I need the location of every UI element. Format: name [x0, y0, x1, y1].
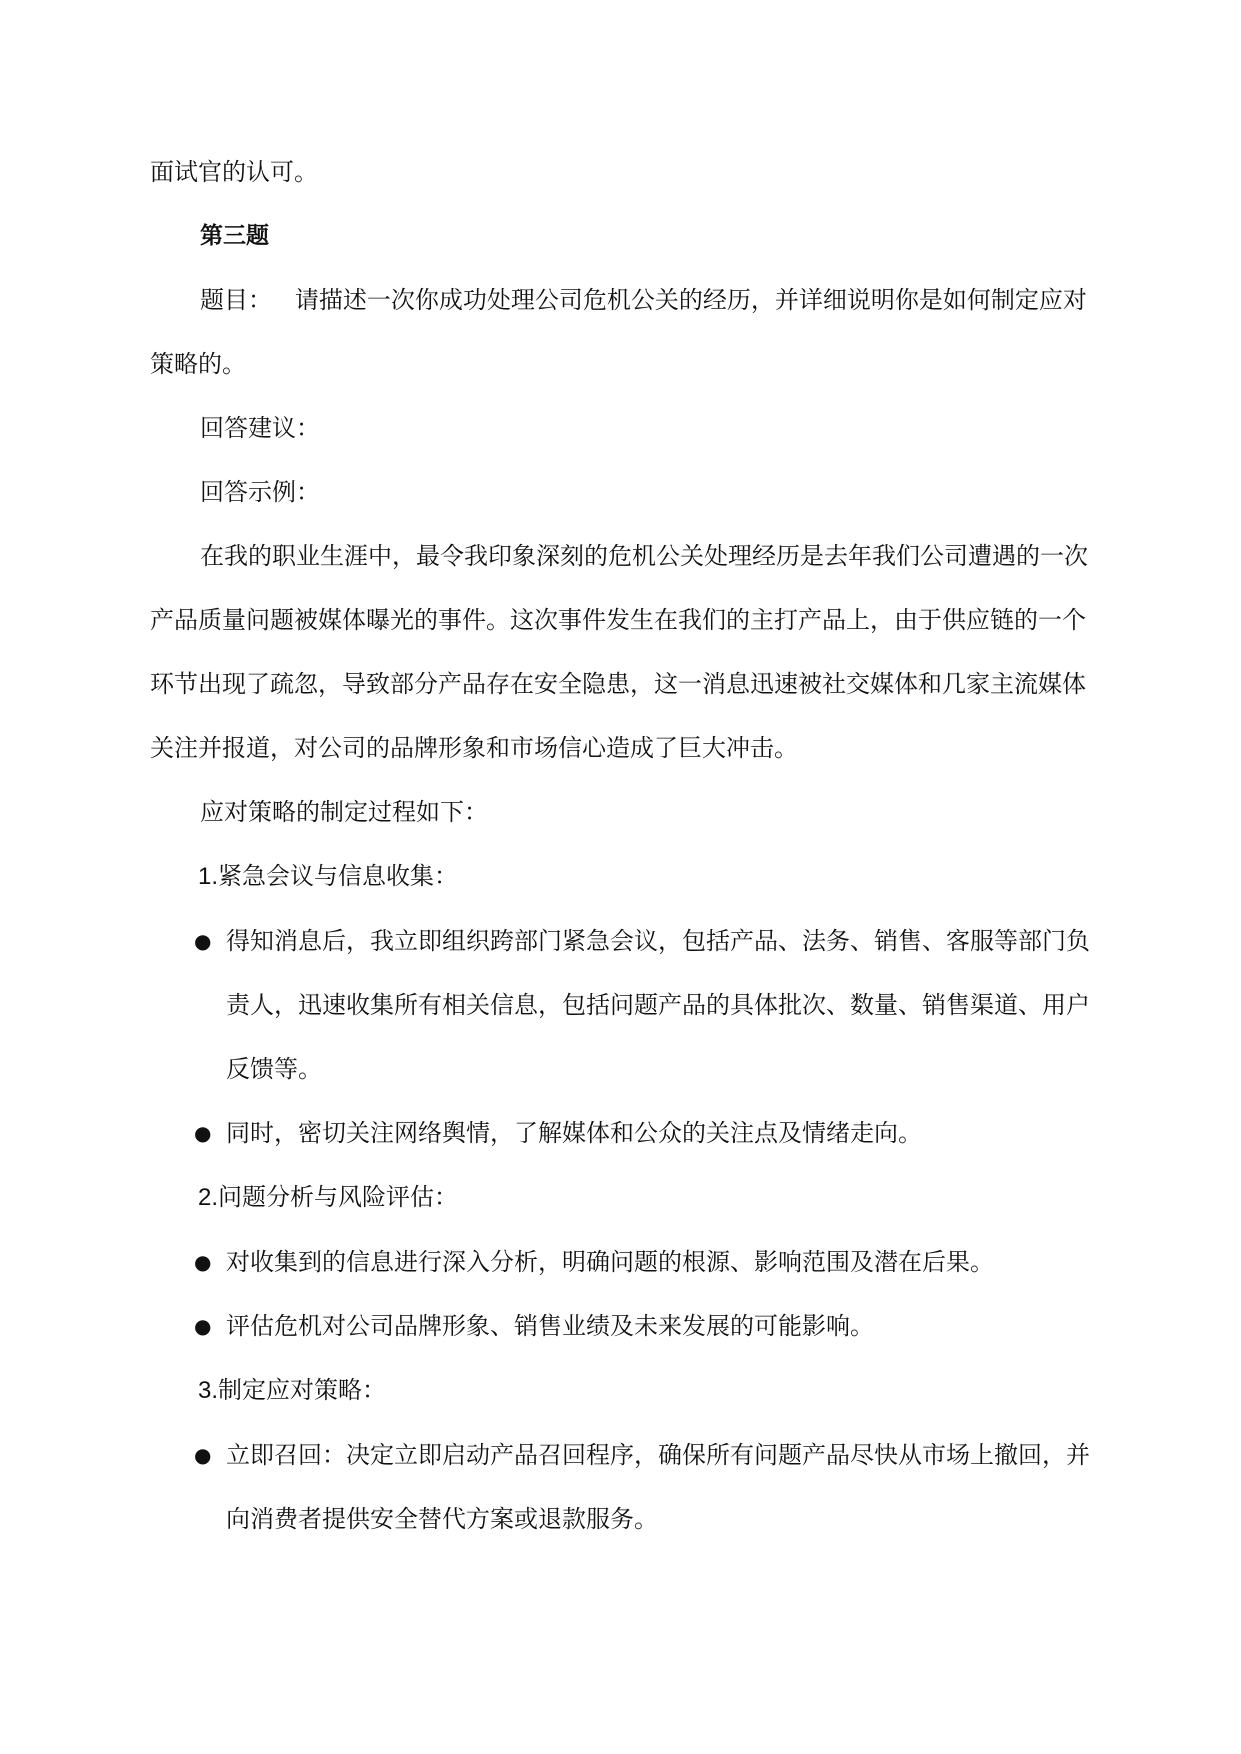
list-item	[150, 1230, 1100, 1294]
list-item-text: 评估危机对公司品牌形象、销售业绩及未来发展的可能影响。	[226, 1312, 874, 1340]
list-item	[150, 1101, 1100, 1165]
list-item-text: 得知消息后，我立即组织跨部门紧急会议，包括产品、法务、销售、客服等部门负责人，迅速收集所有相关信息，包括问题产品的具体批次、数量、销售渠道、用户反馈等。	[226, 927, 1090, 1083]
question-paragraph	[150, 268, 1100, 396]
bullet-icon: ●	[194, 1443, 212, 1467]
document-body	[150, 140, 1100, 1551]
bullet-list	[150, 1423, 1100, 1551]
question-text: 请描述一次你成功处理公司危机公关的经历，并详细说明你是如何制定应对策略的。	[150, 286, 1087, 378]
bullet-icon: ●	[194, 1314, 212, 1338]
list-item	[150, 1423, 1100, 1551]
bullet-icon: ●	[194, 929, 212, 953]
advice-label: 回答建议：	[200, 414, 320, 442]
step-title: 紧急会议与信息收集：	[218, 862, 459, 890]
bullet-list	[150, 1230, 1100, 1358]
step-heading	[150, 1165, 1100, 1230]
bullet-list	[150, 909, 1100, 1165]
list-item-text: 对收集到的信息进行深入分析，明确问题的根源、影响范围及潜在后果。	[226, 1248, 994, 1276]
step-number: 1.	[198, 863, 219, 890]
step-number: 3.	[198, 1377, 219, 1404]
strategy-intro: 应对策略的制定过程如下：	[200, 798, 488, 826]
continuation-text: 面试官的认可。	[150, 158, 318, 186]
step-heading	[150, 1358, 1100, 1423]
section-title: 第三题	[200, 223, 269, 249]
bullet-icon: ●	[194, 1250, 212, 1274]
question-label: 题目：	[200, 286, 272, 314]
example-paragraph: 在我的职业生涯中，最令我印象深刻的危机公关处理经历是去年我们公司遭遇的一次产品质量问题被媒体曝光的事件。这次事件发生在我们的主打产品上，由于供应链的一个环节出现了疏忽，导致部分产品存在安全隐患，这一消息迅速被社交媒体和几家主流媒体关注并报道，对公司的品牌形象和市场信心造成了巨大冲击。	[150, 542, 1088, 762]
list-item-text: 立即召回：决定立即启动产品召回程序，确保所有问题产品尽快从市场上撤回，并向消费者提供安全替代方案或退款服务。	[226, 1441, 1090, 1533]
example-label: 回答示例：	[200, 478, 320, 506]
list-item-text: 同时，密切关注网络舆情，了解媒体和公众的关注点及情绪走向。	[226, 1119, 922, 1147]
step-number: 2.	[198, 1184, 219, 1211]
bullet-icon: ●	[194, 1121, 212, 1145]
step-title: 制定应对策略：	[218, 1376, 387, 1404]
step-heading	[150, 844, 1100, 909]
step-title: 问题分析与风险评估：	[218, 1183, 459, 1211]
list-item	[150, 909, 1100, 1101]
list-item	[150, 1294, 1100, 1358]
